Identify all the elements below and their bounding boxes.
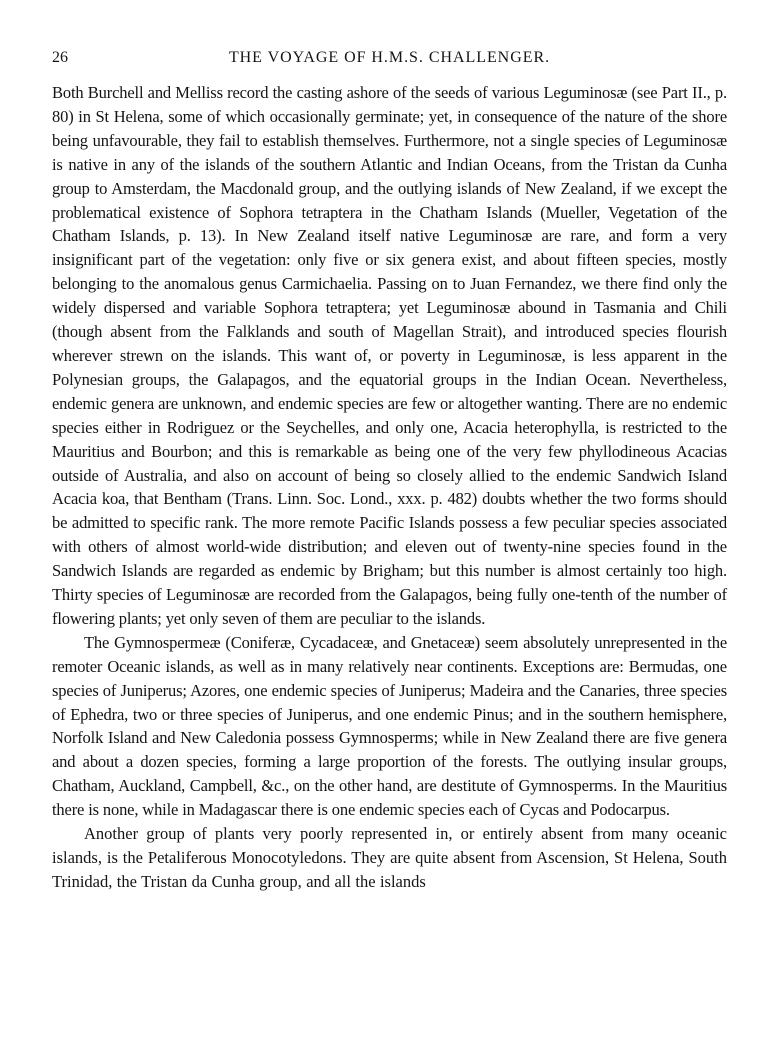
paragraph-gymnospermeae: The Gymnospermeæ (Coniferæ, Cycadaceæ, and Gnetaceæ) seem absolutely unrepresented in the remoter Oceanic islands, as well as in many relatively near continents. Exceptions are: Bermudas, one species of Juniperus; Azores, one endemic species of Juniperus; Madeira and the Canaries, three species of Ephedra, two or three species of Juniperus, and one endemic Pinus; and in the southern hemisphere, Norfolk Island and New Caledonia possess Gymnosperms; while in New Zealand there are five genera and about a dozen species, forming a large proportion of the forests. The outlying insular groups, Chatham, Auckland, Campbell, &c., on the other hand, are destitute of Gymnosperms. In the Mauritius there is none, while in Madagascar there is one endemic species each of Cycas and Podocarpus. <box>52 632 727 820</box>
running-title: THE VOYAGE OF H.M.S. CHALLENGER. <box>228 49 551 66</box>
body-text <box>52 81 727 894</box>
paragraph-monocotyledons: Another group of plants very poorly represented in, or entirely absent from many oceanic islands, is the Petaliferous Monocotyledons. They are quite absent from Ascension, St Helena, South Trinidad, the Tristan da Cunha group, and all the islands <box>52 824 727 891</box>
paragraph-leguminosae: Both Burchell and Melliss record the casting ashore of the seeds of various Leguminosæ (see Part II., p. 80) in St Helena, some of which occasionally germinate; yet, in consequence of the nature of the shore being unfavourable, they fail to establish themselves. Furthermore, not a single species of Leguminosæ is native in any of the islands of the southern Atlantic and Indian Oceans, from the Tristan da Cunha group to Amsterdam, the Macdonald group, and the outlying islands of New Zealand, if we except the problematical existence of Sophora tetraptera in the Chatham Islands (Mueller, Vegetation of the Chatham Islands, p. 13). In New Zealand itself native Leguminosæ are rare, and form a very insignificant part of the vegetation: only five or six genera exist, and about fifteen species, mostly belonging to the anomalous genus Carmichaelia. Passing on to Juan Fernandez, we there find only the widely dispersed and variable Sophora tetraptera; yet Leguminosæ abound in Tasmania and Chili (though absent from the Falklands and south of Magellan Strait), and introduced species flourish wherever strewn on the islands. This want of, or poverty in Leguminosæ, is less apparent in the Polynesian groups, the Galapagos, and the equatorial groups in the Indian Ocean. Nevertheless, endemic genera are unknown, and endemic species are few or altogether wanting. There are no endemic species either in Rodriguez or the Seychelles, and only one, Acacia heterophylla, is restricted to the Mauritius and Bourbon; and this is remarkable as being one of the very few phyllodineous Acacias outside of Australia, and also on account of being so closely allied to the endemic Sandwich Island Acacia koa, that Bentham (Trans. Linn. Soc. Lond., xxx. p. 482) doubts whether the two forms should be admitted to specific rank. The more remote Pacific Islands possess a few peculiar species associated with others of almost world-wide distribution; and eleven out of twenty-nine species found in the Sandwich Islands are regarded as endemic by Brigham; but this number is almost certainly too high. Thirty species of Leguminosæ are recorded from the Galapagos, being fully one-tenth of the number of flowering plants; yet only seven of them are peculiar to the islands. <box>52 83 727 628</box>
page-number: 26 <box>52 49 68 66</box>
page-header <box>52 46 727 70</box>
